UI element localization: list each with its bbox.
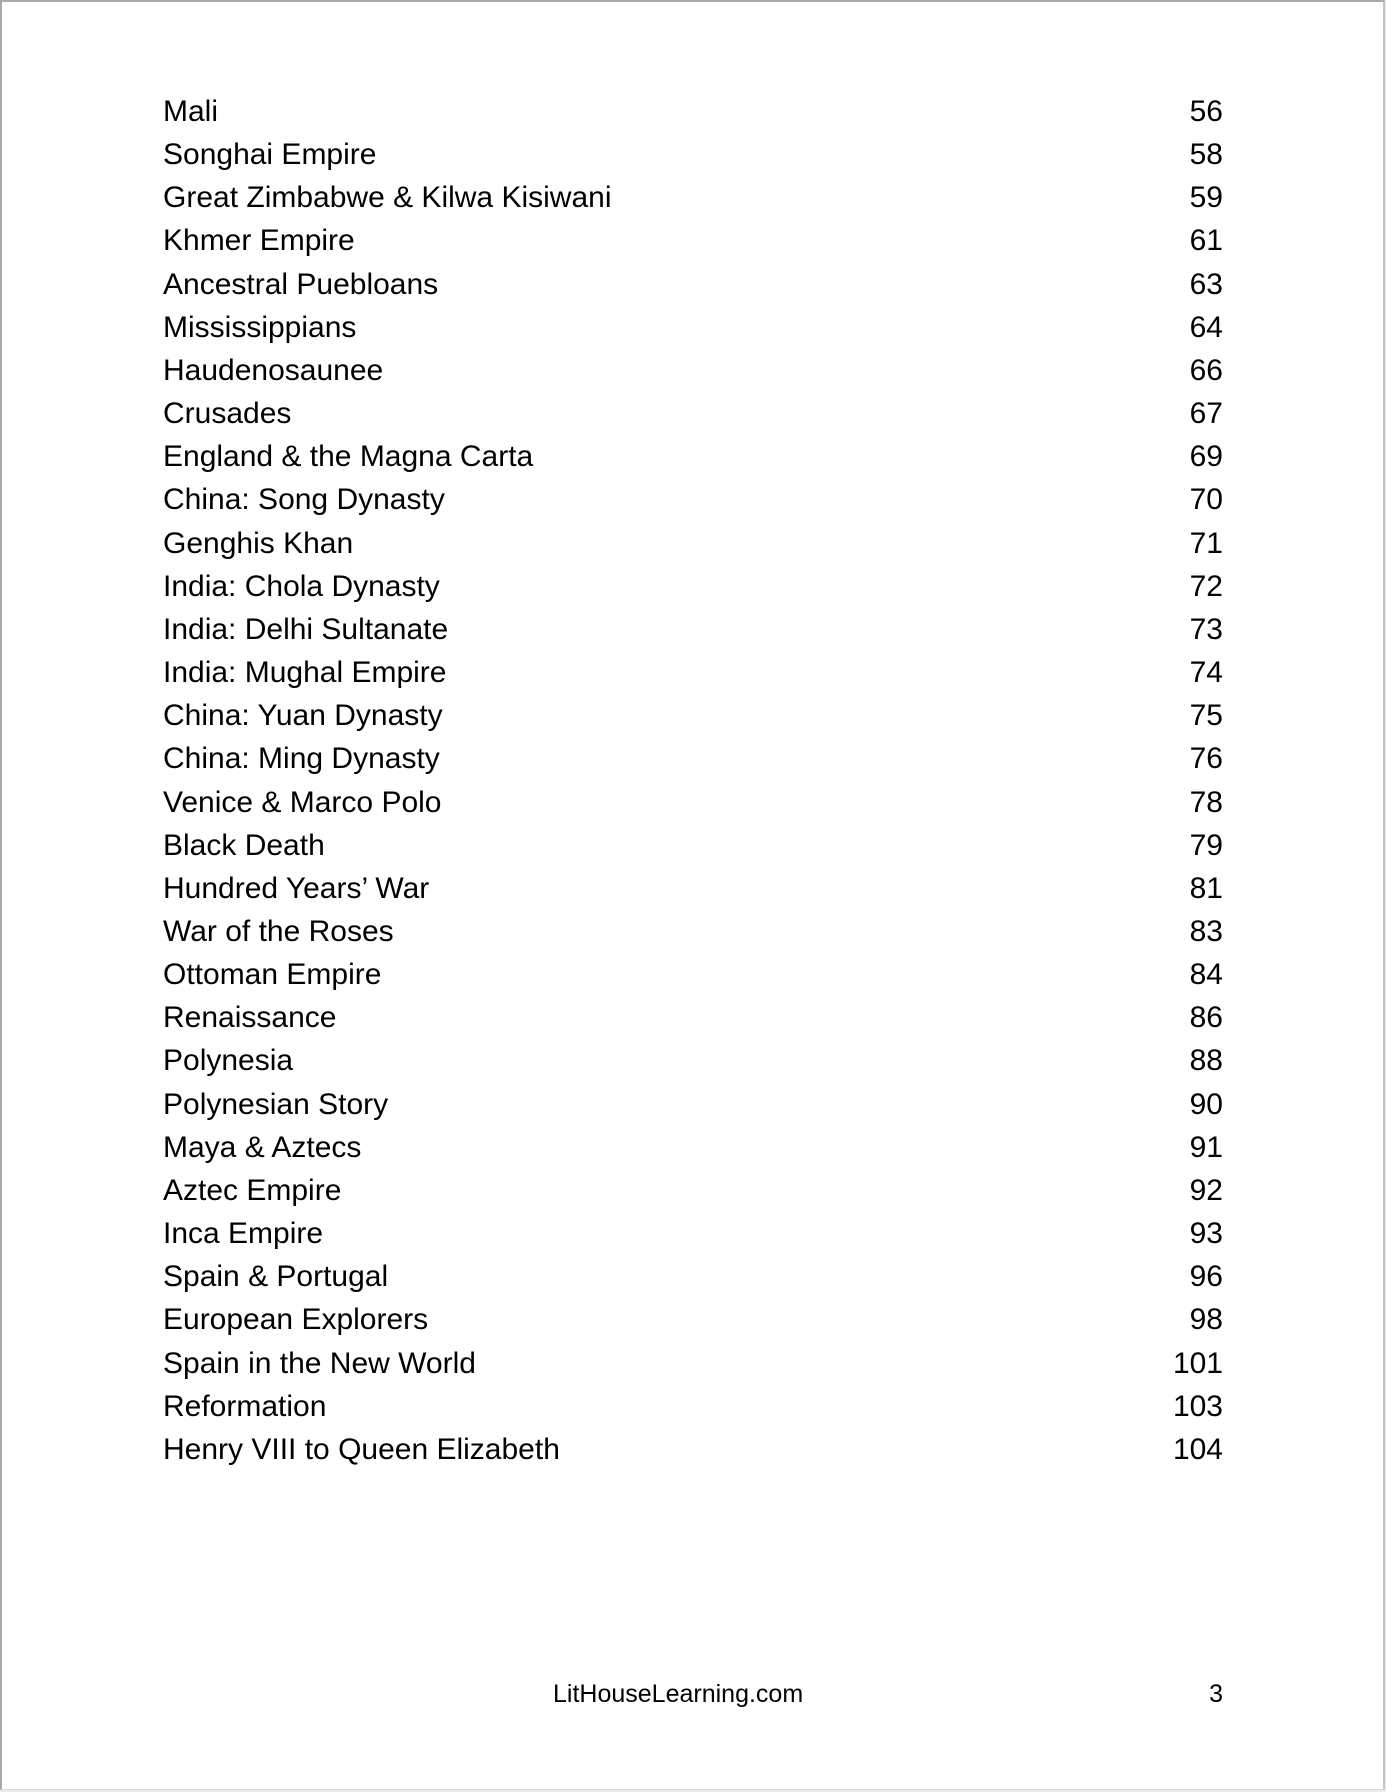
- toc-entry-page: 66: [1189, 353, 1223, 387]
- toc-entry-page: 91: [1189, 1130, 1223, 1164]
- toc-entry-title: Ancestral Puebloans: [163, 267, 439, 301]
- toc-entry-page: 56: [1189, 95, 1223, 128]
- toc-entry-page: 93: [1189, 1217, 1223, 1251]
- toc-entry: [163, 349, 1223, 392]
- toc-entry: [163, 824, 1223, 867]
- toc-entry: [163, 565, 1223, 608]
- toc-entry-page: 84: [1189, 958, 1223, 992]
- toc-entry: [163, 176, 1223, 219]
- toc-entry-title: Reformation: [163, 1389, 327, 1423]
- toc-entry: [163, 953, 1223, 996]
- footer-website: LitHouseLearning.com: [553, 1680, 804, 1708]
- toc-entry-title: War of the Roses: [163, 914, 394, 948]
- toc-entry-title: China: Yuan Dynasty: [163, 699, 443, 733]
- toc-entry-page: 67: [1189, 397, 1223, 431]
- toc-entry-title: Hundred Years’ War: [163, 871, 430, 905]
- toc-entry-page: 61: [1189, 224, 1223, 258]
- toc-entry-page: 96: [1189, 1260, 1223, 1294]
- toc-entry-page: 75: [1189, 699, 1223, 733]
- toc-entry: [163, 651, 1223, 694]
- toc-entry-title: Inca Empire: [163, 1217, 324, 1251]
- toc-entry: [163, 435, 1223, 478]
- toc-entry: [163, 133, 1223, 176]
- toc-entry-page: 92: [1189, 1173, 1223, 1207]
- toc-entry-page: 69: [1189, 440, 1223, 474]
- toc-entry-page: 73: [1189, 612, 1223, 646]
- toc-entry-page: 88: [1189, 1044, 1223, 1078]
- toc-entry-page: 103: [1172, 1389, 1223, 1423]
- toc-entry-page: 72: [1189, 569, 1223, 603]
- toc-entry-page: 74: [1189, 656, 1223, 690]
- toc-entry-page: 59: [1189, 181, 1223, 215]
- toc-entry-title: Black Death: [163, 828, 325, 862]
- toc-entry: [163, 1298, 1223, 1341]
- toc-entry-title: India: Delhi Sultanate: [163, 612, 449, 646]
- toc-entry-page: 76: [1189, 742, 1223, 776]
- toc-entry-page: 58: [1189, 138, 1223, 172]
- toc-entry-title: India: Chola Dynasty: [163, 569, 440, 603]
- toc-entry-title: China: Ming Dynasty: [163, 742, 440, 776]
- toc-entry-title: Spain & Portugal: [163, 1260, 389, 1294]
- toc-entry: [163, 263, 1223, 306]
- toc-entry: [163, 90, 1223, 133]
- footer-page-number: 3: [1209, 1680, 1223, 1708]
- toc-entry-page: 98: [1189, 1303, 1223, 1337]
- toc-entry: [163, 219, 1223, 262]
- toc-entry-title: China: Song Dynasty: [163, 483, 445, 517]
- toc-entry-title: Polynesian Story: [163, 1087, 389, 1121]
- toc-entry-title: Khmer Empire: [163, 224, 355, 258]
- toc-entry-title: Songhai Empire: [163, 138, 377, 172]
- toc-entry-title: Aztec Empire: [163, 1173, 342, 1207]
- toc-entry-page: 90: [1189, 1087, 1223, 1121]
- table-of-contents: [163, 90, 1223, 1471]
- toc-entry-title: England & the Magna Carta: [163, 440, 534, 474]
- toc-entry: [163, 306, 1223, 349]
- toc-entry-page: 86: [1189, 1001, 1223, 1035]
- toc-entry-title: Polynesia: [163, 1044, 294, 1078]
- toc-entry: [163, 1385, 1223, 1428]
- toc-entry: [163, 781, 1223, 824]
- toc-entry-title: Genghis Khan: [163, 526, 354, 560]
- toc-entry-title: European Explorers: [163, 1303, 429, 1337]
- toc-entry-title: Renaissance: [163, 1001, 337, 1035]
- toc-entry-title: Maya & Aztecs: [163, 1130, 362, 1164]
- toc-entry: [163, 1428, 1223, 1471]
- toc-entry: [163, 1039, 1223, 1082]
- toc-entry-title: Spain in the New World: [163, 1346, 476, 1380]
- toc-entry: [163, 737, 1223, 780]
- toc-entry: [163, 1255, 1223, 1298]
- toc-entry: [163, 1342, 1223, 1385]
- toc-entry: [163, 608, 1223, 651]
- toc-entry-title: Mississippians: [163, 310, 357, 344]
- toc-entry: [163, 1083, 1223, 1126]
- toc-entry: [163, 694, 1223, 737]
- toc-entry-page: 70: [1189, 483, 1223, 517]
- toc-entry: [163, 522, 1223, 565]
- toc-entry: [163, 996, 1223, 1039]
- toc-entry-title: Venice & Marco Polo: [163, 785, 442, 819]
- toc-entry-page: 101: [1172, 1346, 1223, 1380]
- toc-entry-page: 81: [1189, 871, 1223, 905]
- toc-entry-title: Henry VIII to Queen Elizabeth: [163, 1432, 560, 1466]
- toc-entry: [163, 867, 1223, 910]
- toc-entry: [163, 1126, 1223, 1169]
- toc-entry-page: 79: [1189, 828, 1223, 862]
- toc-entry: [163, 1169, 1223, 1212]
- toc-entry-title: India: Mughal Empire: [163, 656, 447, 690]
- toc-entry-page: 83: [1189, 914, 1223, 948]
- toc-entry-page: 104: [1172, 1432, 1223, 1466]
- toc-entry-page: 71: [1189, 526, 1223, 560]
- toc-entry: [163, 392, 1223, 435]
- toc-entry: [163, 478, 1223, 521]
- toc-entry-page: 78: [1189, 785, 1223, 819]
- toc-entry: [163, 910, 1223, 953]
- toc-entry-title: Great Zimbabwe & Kilwa Kisiwani: [163, 181, 612, 215]
- toc-entry: [163, 1212, 1223, 1255]
- toc-entry-title: Ottoman Empire: [163, 958, 382, 992]
- toc-entry-title: Mali: [163, 95, 219, 128]
- toc-entry-title: Crusades: [163, 397, 292, 431]
- toc-entry-page: 63: [1189, 267, 1223, 301]
- toc-entry-title: Haudenosaunee: [163, 353, 384, 387]
- toc-entry-page: 64: [1189, 310, 1223, 344]
